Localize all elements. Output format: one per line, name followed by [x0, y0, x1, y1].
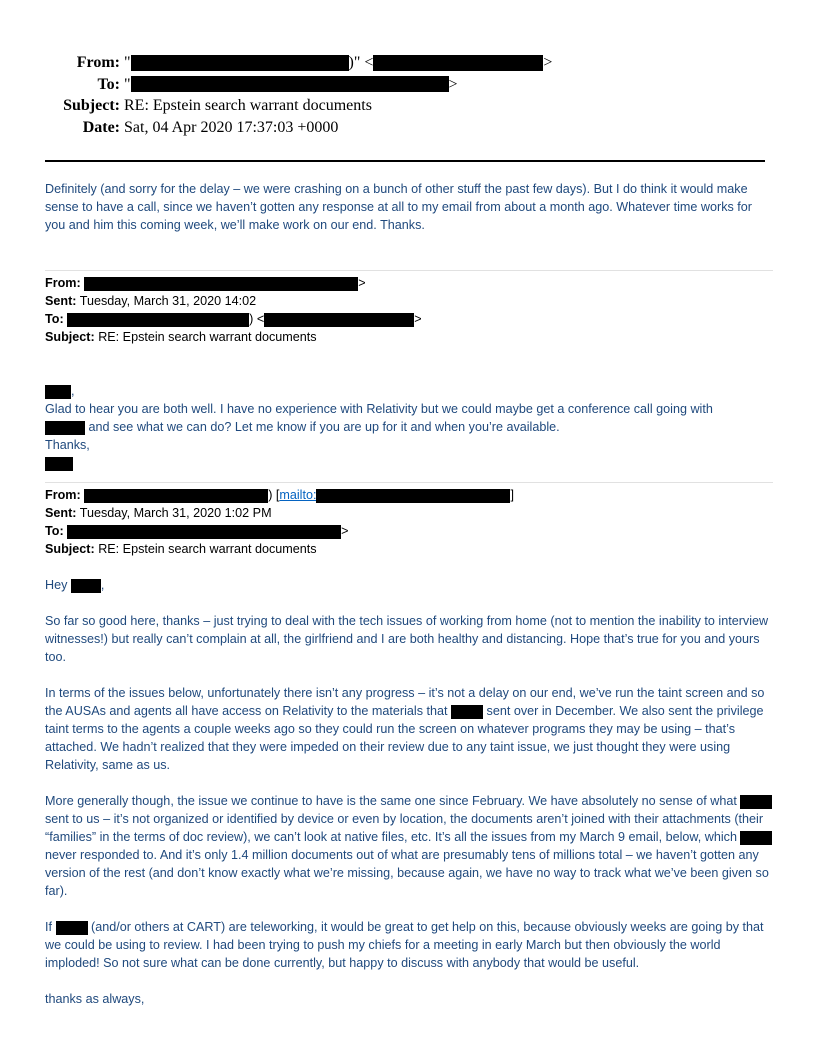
thanks-line: Thanks,: [45, 438, 90, 452]
redaction-bar: [131, 55, 349, 71]
redaction-bar: [373, 55, 543, 71]
header-subject-label: Subject:: [63, 97, 120, 114]
quoted-from-label: From:: [45, 488, 81, 502]
message-line: and see what we can do? Let me know if you are up for it and when you’re available.: [45, 418, 773, 436]
signature: [45, 454, 773, 472]
redaction-bar: [84, 489, 268, 503]
header-from-row: [58, 52, 552, 74]
quoted-sent: Tuesday, March 31, 2020 1:02 PM: [79, 506, 272, 520]
redaction-bar: [84, 277, 358, 291]
email-header: [58, 52, 552, 138]
redaction-bar: [131, 76, 449, 92]
quoted-header-2: [45, 486, 773, 558]
quoted-from-mid: ) [: [268, 488, 280, 502]
quoted-to-mid: ) <: [249, 312, 265, 326]
header-to-prefix: ": [124, 75, 131, 93]
signoff: thanks as always,: [45, 992, 145, 1006]
header-from-suffix: >: [543, 54, 553, 71]
paragraph-2: In terms of the issues below, unfortunately there isn’t any progress – it’s not a delay on our end, we’ve run the taint screen and so the AUSAs and agents all have access on Relativity to the materials that sent over in December. We also sent the privilege taint terms to the agents a couple weeks ago so they could run the screen on whatever programs they may be using – that’s attached. We hadn’t realized that they were impeded on their review due to any taint issue, we just thought they were using Relativity, same as us.: [45, 686, 765, 772]
header-from-label: From:: [76, 54, 120, 71]
quoted-from-suffix: ]: [510, 488, 514, 502]
header-to-row: [58, 74, 552, 96]
quoted-subject: RE: Epstein search warrant documents: [98, 330, 317, 344]
redaction-bar: [316, 489, 510, 503]
redaction-bar: [451, 705, 483, 719]
quoted-subject: RE: Epstein search warrant documents: [98, 542, 317, 556]
header-to-label: To:: [97, 75, 120, 93]
quoted-from-label: From:: [45, 276, 81, 290]
paragraph-4: If (and/or others at CART) are teleworking, it would be great to get help on this, because obviously weeks are going by that we could be using to review. I had been trying to push my chiefs for a meeting in early March but then obviously the world imploded! So not sure what can be done currently, but happy to discuss with anybody that would be useful.: [45, 920, 764, 970]
redaction-bar: [45, 385, 71, 399]
mailto-link[interactable]: mailto:: [279, 488, 510, 502]
quoted-to-label: To:: [45, 312, 64, 326]
quoted-to-label: To:: [45, 524, 64, 538]
redaction-bar: [71, 579, 101, 593]
quoted-subject-label: Subject:: [45, 330, 95, 344]
email-body: [45, 180, 773, 1008]
header-subject-row: [58, 95, 552, 117]
header-subject: RE: Epstein search warrant documents: [124, 97, 372, 114]
header-date-row: [58, 117, 552, 139]
redaction-bar: [264, 313, 414, 327]
header-divider: [45, 160, 765, 162]
header-date-label: Date:: [82, 118, 120, 136]
header-date: Sat, 04 Apr 2020 17:37:03 +0000: [124, 118, 339, 136]
header-to-suffix: >: [448, 75, 458, 93]
greeting: Hey ,: [45, 578, 105, 592]
greeting: ,: [45, 382, 773, 400]
redaction-bar: [45, 457, 73, 471]
quoted-header-1: [45, 274, 773, 346]
quoted-from-suffix: >: [358, 276, 366, 290]
redaction-bar: [740, 831, 772, 845]
header-from-mid: )" <: [348, 54, 374, 71]
quoted-sent-label: Sent:: [45, 294, 77, 308]
header-from-prefix: ": [124, 54, 131, 71]
redaction-bar: [740, 795, 772, 809]
paragraph-3: More generally though, the issue we continue to have is the same one since February. We have absolutely no sense of what sent to us – it’s not organized or identified by device or even by location, the documents aren’t joined with their attachments (their “families” in the terms of doc review), we can’t look at native files, etc. It’s all the issues from my March 9 email, below, which never responded to. And it’s only 1.4 million documents out of what are presumably tens of millions total – we haven’t gotten any version of the rest (and don’t know exactly what we’re missing, because again, we have no way to track what we’ve been given so far).: [45, 792, 773, 900]
quoted-to-suffix: >: [341, 524, 349, 538]
redaction-bar: [67, 525, 341, 539]
quoted-to-suffix: >: [414, 312, 422, 326]
quoted-sent-label: Sent:: [45, 506, 77, 520]
message-line: Glad to hear you are both well. I have no experience with Relativity but we could maybe get a conference call going with: [45, 402, 713, 416]
quoted-sent: Tuesday, March 31, 2020 14:02: [79, 294, 257, 308]
reply-text: Definitely (and sorry for the delay – we were crashing on a bunch of other stuff the past few days). But I do think it would make sense to have a call, since we haven’t gotten any response at all to my email from about a month ago. Whatever time works for you and him this coming week, we’ll make work on our end. Thanks.: [45, 182, 753, 232]
redaction-bar: [67, 313, 249, 327]
quoted-subject-label: Subject:: [45, 542, 95, 556]
redaction-bar: [56, 921, 88, 935]
redaction-bar: [45, 421, 85, 435]
paragraph-1: So far so good here, thanks – just trying to deal with the tech issues of working from home (not to mention the inability to interview witnesses!) but really can’t complain at all, the girlfriend and I are both healthy and distancing. Hope that’s true for you and yours too.: [45, 614, 769, 664]
